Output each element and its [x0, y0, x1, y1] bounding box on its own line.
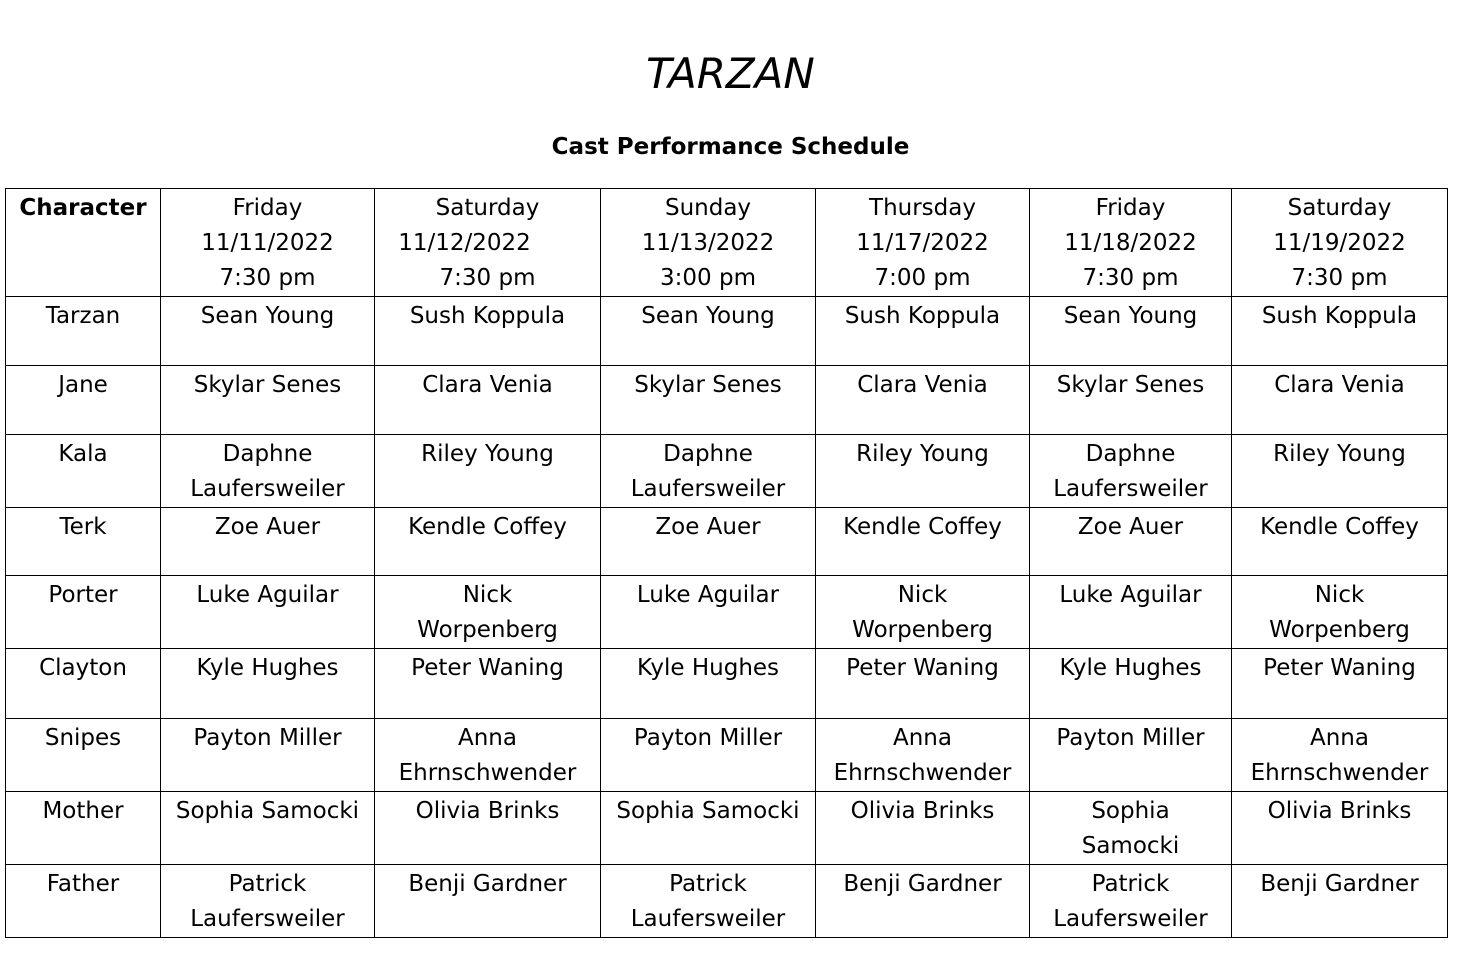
performance-date: 11/17/2022 — [856, 230, 989, 256]
cast-member-name: Anna — [893, 725, 952, 751]
cast-member-name: Olivia Brinks — [415, 798, 560, 824]
cast-member-name: Daphne — [222, 441, 313, 467]
cast-cell — [601, 865, 816, 938]
performance-date: 11/11/2022 — [201, 230, 334, 256]
cast-cell — [816, 508, 1030, 576]
cast-member-name: Zoe Auer — [214, 514, 321, 540]
cast-member-name: Worpenberg — [1269, 617, 1410, 643]
cast-cell — [1232, 576, 1448, 649]
cast-cell — [1030, 297, 1232, 366]
cast-cell — [161, 865, 375, 938]
cast-member-name: Worpenberg — [417, 617, 558, 643]
cast-cell — [161, 508, 375, 576]
cast-cell — [375, 865, 601, 938]
character-name-cell: Snipes — [6, 719, 161, 792]
character-column-header: Character — [6, 189, 161, 297]
cast-member-name: Riley Young — [1273, 441, 1406, 467]
cast-member-name: Sush Koppula — [844, 303, 1001, 329]
cast-cell — [601, 508, 816, 576]
cast-cell — [601, 366, 816, 435]
cast-cell — [1232, 508, 1448, 576]
table-row — [6, 366, 1448, 435]
cast-member-name: Payton Miller — [193, 725, 342, 751]
cast-member-name: Nick — [897, 582, 948, 608]
cast-member-name: Kendle Coffey — [408, 514, 567, 540]
cast-member-name: Laufersweiler — [1053, 906, 1208, 932]
cast-cell — [816, 576, 1030, 649]
cast-member-name: Ehrnschwender — [398, 760, 577, 786]
cast-member-name: Zoe Auer — [1077, 514, 1184, 540]
cast-cell — [1232, 435, 1448, 508]
cast-member-name: Skylar Senes — [634, 372, 782, 398]
performance-day: Thursday — [869, 195, 976, 221]
cast-member-name: Riley Young — [856, 441, 989, 467]
cast-cell — [601, 649, 816, 719]
cast-cell — [1232, 297, 1448, 366]
cast-cell — [601, 297, 816, 366]
cast-member-name: Daphne — [1085, 441, 1176, 467]
cast-cell — [1232, 719, 1448, 792]
cast-member-name: Luke Aguilar — [196, 582, 339, 608]
cast-member-name: Kendle Coffey — [843, 514, 1002, 540]
cast-cell — [375, 366, 601, 435]
cast-member-name: Ehrnschwender — [833, 760, 1012, 786]
cast-member-name: Sean Young — [200, 303, 335, 329]
cast-member-name: Peter Waning — [411, 655, 564, 681]
cast-member-name: Payton Miller — [633, 725, 783, 751]
cast-cell — [161, 297, 375, 366]
cast-cell — [1030, 576, 1232, 649]
cast-cell — [1232, 366, 1448, 435]
document-subtitle: Cast Performance Schedule — [551, 134, 910, 160]
cast-member-name: Nick — [462, 582, 513, 608]
cast-cell — [1030, 865, 1232, 938]
cast-member-name: Clara Venia — [1274, 372, 1405, 398]
performance-time: 3:00 pm — [660, 265, 756, 291]
cast-member-name: Peter Waning — [846, 655, 999, 681]
cast-member-name: Samocki — [1081, 833, 1180, 859]
table-row — [6, 792, 1448, 865]
cast-member-name: Benji Gardner — [408, 871, 567, 897]
character-name-cell: Porter — [6, 576, 161, 649]
cast-cell — [601, 576, 816, 649]
cast-cell — [375, 435, 601, 508]
character-name-cell: Tarzan — [6, 297, 161, 366]
cast-member-name: Laufersweiler — [630, 906, 786, 932]
cast-member-name: Sophia Samocki — [616, 798, 800, 824]
cast-cell — [1030, 366, 1232, 435]
performance-header — [375, 189, 601, 297]
cast-cell — [375, 792, 601, 865]
cast-member-name: Laufersweiler — [190, 476, 345, 502]
document-title: TARZAN — [646, 49, 815, 98]
cast-member-name: Luke Aguilar — [1059, 582, 1202, 608]
cast-member-name: Anna — [458, 725, 517, 751]
cast-cell — [1030, 649, 1232, 719]
performance-day: Saturday — [1287, 195, 1392, 221]
cast-cell — [161, 649, 375, 719]
character-name-cell: Father — [6, 865, 161, 938]
table-row — [6, 719, 1448, 792]
cast-member-name: Nick — [1314, 582, 1365, 608]
performance-header — [1030, 189, 1232, 297]
cast-member-name: Payton Miller — [1056, 725, 1205, 751]
cast-member-name: Sophia Samocki — [175, 798, 360, 824]
cast-cell — [161, 576, 375, 649]
performance-header — [161, 189, 375, 297]
cast-member-name: Daphne — [663, 441, 753, 467]
cast-member-name: Zoe Auer — [655, 514, 761, 540]
cast-cell — [816, 865, 1030, 938]
performance-day: Saturday — [435, 195, 540, 221]
table-row — [6, 297, 1448, 366]
cast-cell — [1232, 865, 1448, 938]
performance-header — [816, 189, 1030, 297]
cast-member-name: Skylar Senes — [193, 372, 342, 398]
cast-cell — [1030, 719, 1232, 792]
cast-cell — [816, 366, 1030, 435]
cast-member-name: Kyle Hughes — [1059, 655, 1202, 681]
cast-cell — [375, 508, 601, 576]
cast-member-name: Clara Venia — [857, 372, 988, 398]
performance-time: 7:30 pm — [219, 265, 316, 291]
performance-header — [601, 189, 816, 297]
performance-time: 7:30 pm — [439, 265, 536, 291]
cast-member-name: Laufersweiler — [630, 476, 786, 502]
cast-cell — [161, 719, 375, 792]
cast-cell — [601, 792, 816, 865]
cast-cell — [816, 297, 1030, 366]
cast-cell — [161, 366, 375, 435]
cast-member-name: Sean Young — [641, 303, 775, 329]
cast-schedule-table — [5, 188, 1448, 938]
cast-member-name: Worpenberg — [852, 617, 993, 643]
cast-member-name: Kyle Hughes — [636, 655, 780, 681]
cast-member-name: Kyle Hughes — [196, 655, 339, 681]
cast-member-name: Clara Venia — [422, 372, 553, 398]
performance-day: Friday — [232, 195, 303, 221]
character-name-cell: Mother — [6, 792, 161, 865]
table-row — [6, 649, 1448, 719]
cast-member-name: Olivia Brinks — [850, 798, 995, 824]
table-row — [6, 435, 1448, 508]
cast-member-name: Riley Young — [421, 441, 554, 467]
performance-time: 7:30 pm — [1082, 265, 1179, 291]
cast-cell — [375, 719, 601, 792]
cast-member-name: Sush Koppula — [409, 303, 566, 329]
performance-day: Sunday — [664, 195, 752, 221]
cast-member-name: Benji Gardner — [843, 871, 1002, 897]
table-row — [6, 865, 1448, 938]
performance-date: 11/19/2022 — [1273, 230, 1406, 256]
cast-member-name: Kendle Coffey — [1260, 514, 1419, 540]
character-name-cell: Kala — [6, 435, 161, 508]
cast-cell — [161, 435, 375, 508]
cast-member-name: Sean Young — [1063, 303, 1198, 329]
cast-cell — [375, 297, 601, 366]
performance-header — [1232, 189, 1448, 297]
cast-member-name: Anna — [1310, 725, 1369, 751]
cast-cell — [1232, 792, 1448, 865]
cast-member-name: Patrick — [669, 871, 747, 897]
cast-cell — [375, 649, 601, 719]
cast-cell — [161, 792, 375, 865]
table-row — [6, 508, 1448, 576]
character-name-cell: Jane — [6, 366, 161, 435]
performance-date: 11/13/2022 — [641, 230, 775, 256]
performance-day: Friday — [1095, 195, 1166, 221]
cast-member-name: Luke Aguilar — [636, 582, 780, 608]
cast-member-name: Olivia Brinks — [1267, 798, 1412, 824]
header-row — [6, 189, 1448, 297]
cast-member-name: Laufersweiler — [1053, 476, 1208, 502]
cast-member-name: Benji Gardner — [1260, 871, 1419, 897]
cast-cell — [816, 792, 1030, 865]
cast-member-name: Ehrnschwender — [1250, 760, 1429, 786]
table-row — [6, 576, 1448, 649]
cast-cell — [601, 435, 816, 508]
cast-cell — [1030, 792, 1232, 865]
cast-member-name: Patrick — [1091, 871, 1170, 897]
character-name-cell: Terk — [6, 508, 161, 576]
performance-time: 7:00 pm — [874, 265, 971, 291]
cast-member-name: Skylar Senes — [1056, 372, 1205, 398]
cast-cell — [816, 649, 1030, 719]
cast-member-name: Sophia — [1091, 798, 1170, 824]
cast-cell — [601, 719, 816, 792]
cast-cell — [1030, 435, 1232, 508]
schedule-body — [6, 297, 1448, 938]
cast-member-name: Patrick — [228, 871, 307, 897]
cast-cell — [1030, 508, 1232, 576]
character-name-cell: Clayton — [6, 649, 161, 719]
cast-cell — [1232, 649, 1448, 719]
performance-date: 11/18/2022 — [1064, 230, 1197, 256]
cast-member-name: Laufersweiler — [190, 906, 345, 932]
cast-member-name: Peter Waning — [1263, 655, 1416, 681]
performance-time: 7:30 pm — [1291, 265, 1388, 291]
cast-cell — [816, 719, 1030, 792]
cast-member-name: Sush Koppula — [1261, 303, 1418, 329]
cast-cell — [816, 435, 1030, 508]
cast-cell — [375, 576, 601, 649]
performance-date: 11/12/2022 — [398, 230, 531, 256]
